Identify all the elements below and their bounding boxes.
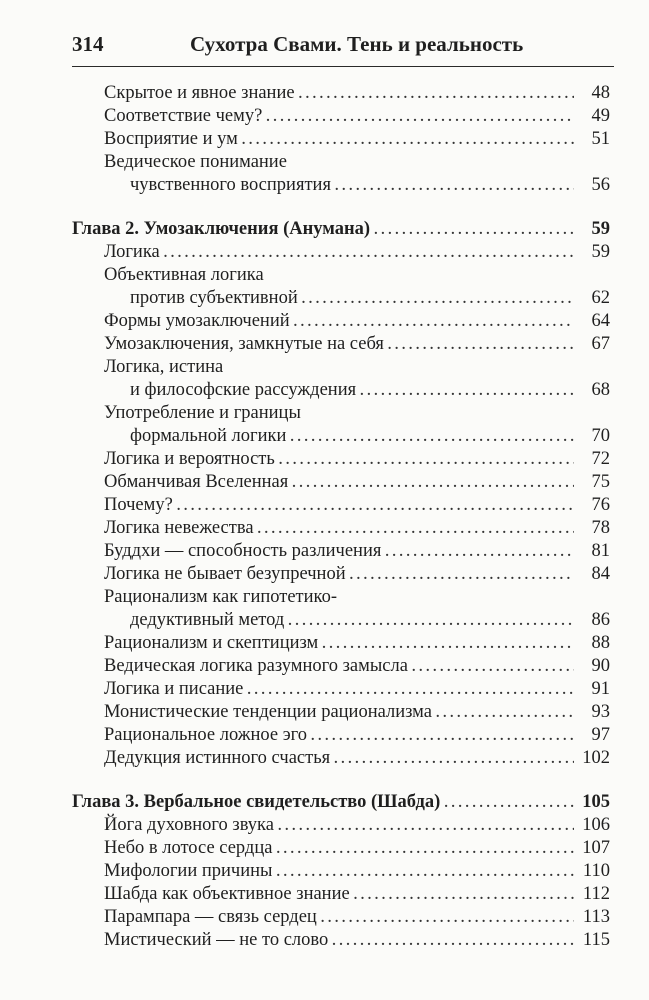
dot-leader	[266, 106, 574, 129]
dot-leader	[290, 426, 574, 449]
toc-entry-page-number: 112	[582, 884, 610, 904]
toc-entry-title: Логика	[104, 241, 164, 264]
dot-leader	[292, 472, 574, 495]
toc-entry-title: Обманчивая Вселенная	[104, 471, 292, 494]
header-rule	[72, 66, 614, 67]
dot-leader	[177, 495, 574, 518]
toc-entry-page-number: 49	[591, 106, 610, 126]
toc-entry	[72, 586, 610, 609]
dot-leader	[332, 930, 574, 953]
toc-entry-title: Скрытое и явное знание	[104, 82, 299, 105]
toc-entry-page-number: 88	[591, 633, 610, 653]
toc-entry	[72, 264, 610, 287]
toc-entry	[72, 287, 610, 310]
toc-entry-page-number: 64	[591, 311, 610, 331]
toc-entry-page-number: 56	[591, 175, 610, 195]
dot-leader	[311, 725, 574, 748]
toc-entry	[72, 494, 610, 517]
toc-entry-page-number: 67	[591, 334, 610, 354]
toc-entry	[72, 655, 610, 678]
toc-entry-page-number: 102	[582, 748, 610, 768]
toc-entry-page-number: 78	[591, 518, 610, 538]
toc-entry	[72, 747, 610, 770]
page-number: 314	[72, 32, 104, 56]
toc-entry-title: Йога духовного звука	[104, 814, 278, 837]
dot-leader	[436, 702, 574, 725]
toc-entry-title: Употребление и границы	[104, 402, 305, 425]
toc-entry	[72, 678, 610, 701]
dot-leader	[276, 838, 574, 861]
dot-leader	[444, 792, 574, 815]
toc-entry-title: Почему?	[104, 494, 177, 517]
toc-entry	[72, 906, 610, 929]
toc-entry-title: Монистические тенденции рационализма	[104, 701, 436, 724]
toc-entry	[72, 425, 610, 448]
dot-leader	[334, 748, 574, 771]
toc-entry-title: Глава 2. Умозаключения (Анумана)	[72, 218, 374, 241]
toc-entry	[72, 609, 610, 632]
toc-entry-title: Ведическая логика разумного замысла	[104, 655, 412, 678]
dot-leader	[354, 884, 574, 907]
toc-entry-page-number: 51	[591, 129, 610, 149]
toc-entry	[72, 517, 610, 540]
dot-leader	[294, 311, 574, 334]
table-of-contents	[72, 82, 610, 952]
toc-entry	[72, 333, 610, 356]
dot-leader	[350, 564, 574, 587]
toc-entry-title: Логика не бывает безупречной	[104, 563, 350, 586]
toc-entry-page-number: 91	[591, 679, 610, 699]
toc-entry	[72, 814, 610, 837]
dot-leader	[360, 380, 574, 403]
toc-entry-page-number: 115	[582, 930, 610, 950]
dot-leader	[321, 907, 574, 930]
toc-entry-page-number: 59	[591, 242, 610, 262]
toc-entry	[72, 837, 610, 860]
toc-entry-title: Глава 3. Вербальное свидетельство (Шабда)	[72, 791, 444, 814]
toc-entry	[72, 105, 610, 128]
toc-entry	[72, 128, 610, 151]
running-title: Сухотра Свами. Тень и реальность	[190, 32, 524, 56]
dot-leader	[374, 219, 574, 242]
toc-entry-title: Логика и писание	[104, 678, 247, 701]
page-header	[72, 28, 614, 64]
toc-entry-page-number: 84	[591, 564, 610, 584]
toc-entry-title: Парампара — связь сердец	[104, 906, 321, 929]
toc-entry-page-number: 62	[591, 288, 610, 308]
toc-entry-page-number: 48	[591, 83, 610, 103]
dot-leader	[299, 83, 574, 106]
toc-entry-title: Логика и вероятность	[104, 448, 279, 471]
toc-entry-page-number: 72	[591, 449, 610, 469]
dot-leader	[302, 288, 574, 311]
toc-entry-page-number: 113	[582, 907, 610, 927]
dot-leader	[388, 334, 574, 357]
toc-entry	[72, 241, 610, 264]
toc-entry-page-number: 76	[591, 495, 610, 515]
toc-entry-title: Мистический — не то слово	[104, 929, 332, 952]
toc-entry	[72, 310, 610, 333]
toc-chapter-entry	[72, 218, 610, 241]
toc-entry-title: Рационализм как гипотетико-	[104, 586, 341, 609]
toc-entry-page-number: 106	[582, 815, 610, 835]
toc-entry-page-number: 107	[582, 838, 610, 858]
toc-entry	[72, 448, 610, 471]
toc-entry-page-number: 75	[591, 472, 610, 492]
toc-entry-title: Шабда как объективное знание	[104, 883, 354, 906]
toc-entry-title: Умозаключения, замкнутые на себя	[104, 333, 388, 356]
toc-entry-title: Соответствие чему?	[104, 105, 266, 128]
toc-entry-title: Дедукция истинного счастья	[104, 747, 334, 770]
toc-entry-page-number: 86	[591, 610, 610, 630]
toc-entry-title: чувственного восприятия	[130, 174, 335, 197]
toc-entry-page-number: 97	[591, 725, 610, 745]
dot-leader	[288, 610, 574, 633]
toc-entry-page-number: 70	[591, 426, 610, 446]
dot-leader	[247, 679, 574, 702]
toc-entry	[72, 379, 610, 402]
toc-entry	[72, 701, 610, 724]
toc-entry-title: дедуктивный метод	[130, 609, 288, 632]
toc-entry	[72, 929, 610, 952]
dot-leader	[279, 449, 574, 472]
toc-entry-title: Формы умозаключений	[104, 310, 294, 333]
toc-entry-title: Рационализм и скептицизм	[104, 632, 322, 655]
toc-entry	[72, 563, 610, 586]
toc-entry-title: Небо в лотосе сердца	[104, 837, 276, 860]
dot-leader	[335, 175, 574, 198]
toc-entry	[72, 151, 610, 174]
toc-entry-title: Рациональное ложное эго	[104, 724, 311, 747]
toc-entry-title: против субъективной	[130, 287, 302, 310]
dot-leader	[258, 518, 574, 541]
toc-entry	[72, 883, 610, 906]
toc-entry-page-number: 59	[591, 219, 610, 239]
dot-leader	[276, 861, 574, 884]
toc-entry-title: и философские рассуждения	[130, 379, 360, 402]
toc-entry-page-number: 93	[591, 702, 610, 722]
toc-entry	[72, 632, 610, 655]
toc-entry-title: Логика невежества	[104, 517, 258, 540]
toc-entry	[72, 860, 610, 883]
toc-chapter-entry	[72, 791, 610, 814]
toc-entry	[72, 356, 610, 379]
toc-entry-page-number: 68	[591, 380, 610, 400]
dot-leader	[322, 633, 574, 656]
toc-entry-title: Ведическое понимание	[104, 151, 291, 174]
toc-entry	[72, 540, 610, 563]
toc-entry-page-number: 90	[591, 656, 610, 676]
toc-entry	[72, 174, 610, 197]
toc-entry	[72, 402, 610, 425]
toc-entry-page-number: 81	[591, 541, 610, 561]
toc-entry	[72, 471, 610, 494]
toc-entry-title: Мифологии причины	[104, 860, 276, 883]
toc-entry-title: Буддхи — способность различения	[104, 540, 385, 563]
dot-leader	[164, 242, 574, 265]
dot-leader	[412, 656, 574, 679]
toc-entry-title: Восприятие и ум	[104, 128, 242, 151]
toc-entry-title: Логика, истина	[104, 356, 227, 379]
dot-leader	[242, 129, 574, 152]
toc-entry	[72, 724, 610, 747]
toc-entry-title: формальной логики	[130, 425, 290, 448]
toc-entry-page-number: 105	[582, 792, 610, 812]
dot-leader	[385, 541, 574, 564]
toc-entry-title: Объективная логика	[104, 264, 268, 287]
toc-entry-page-number: 110	[582, 861, 610, 881]
dot-leader	[278, 815, 574, 838]
toc-entry	[72, 82, 610, 105]
